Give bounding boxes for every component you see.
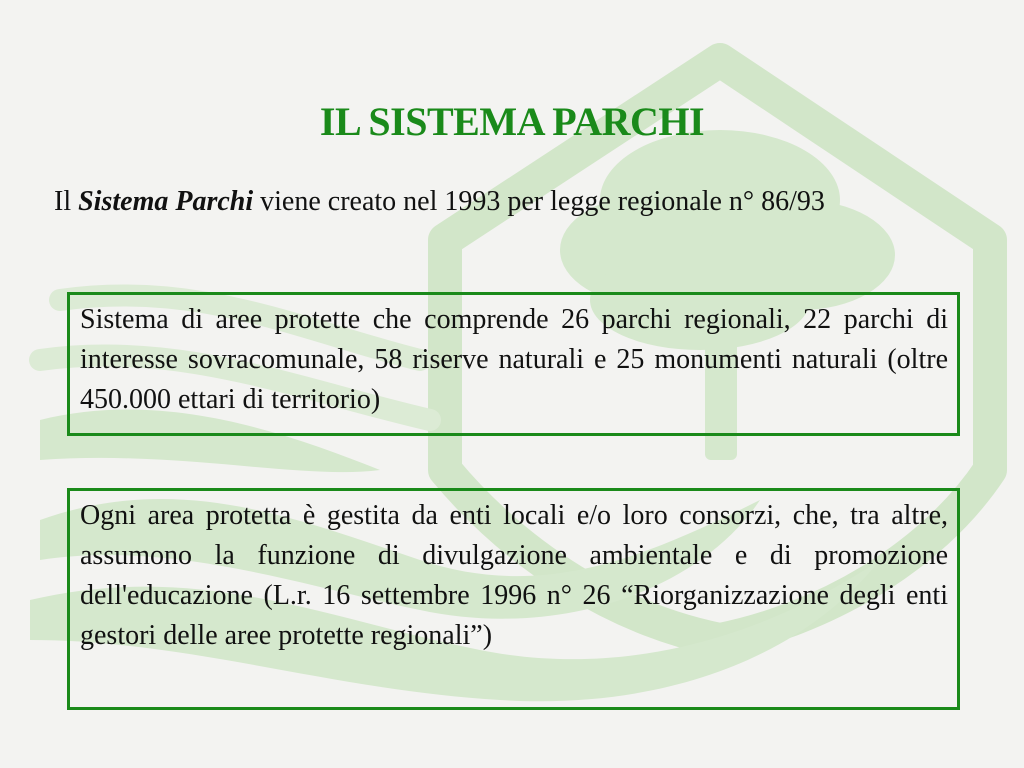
intro-emphasis: Sistema Parchi [78,186,254,217]
info-box-parks: Sistema di aree protette che comprende 26 parchi regionali, 22 parchi di interesse sovracomunale, 58 riserve naturali e 25 monumenti naturali (oltre 450.000 ettari di territorio) [67,292,960,436]
intro-prefix: Il [54,186,72,217]
info-box-management: Ogni area protetta è gestita da enti locali e/o loro consorzi, che, tra altre, assumono la funzione di divulgazione ambientale e di promozione dell'educazione (L.r. 16 settembre 1996 n° 26 “Riorganizzazione degli enti gestori delle aree protette regionali”) [67,488,960,710]
slide-title: IL SISTEMA PARCHI [319,99,705,144]
intro-paragraph [54,183,988,221]
intro-suffix: viene creato nel 1993 per legge regionale n° 86/93 [260,186,825,217]
